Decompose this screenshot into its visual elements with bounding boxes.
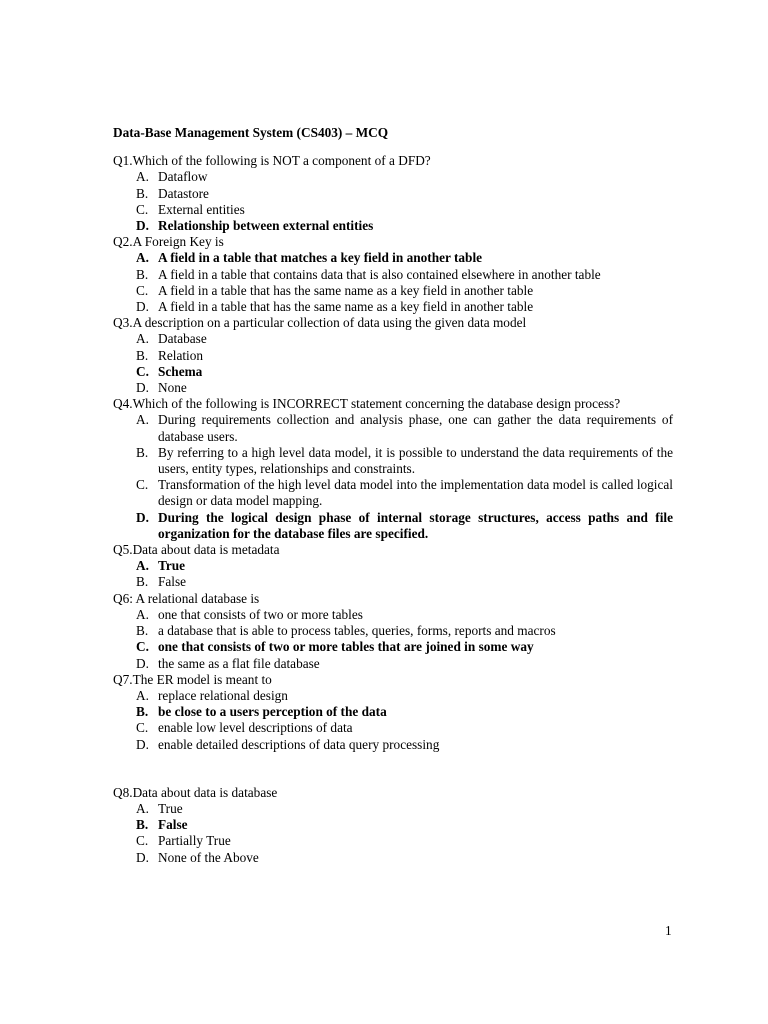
question-5 (113, 542, 673, 558)
option-a-correct (113, 558, 673, 574)
question-text: A description on a particular collection of data using the given data model (132, 315, 527, 331)
option-letter: D. (136, 849, 149, 865)
option-text: Partially True (158, 833, 231, 849)
option-b (113, 623, 673, 639)
question-number: Q2. (113, 234, 133, 250)
options-list (113, 250, 673, 315)
option-b (113, 574, 673, 590)
option-c (113, 283, 673, 299)
option-b-correct (113, 817, 673, 833)
option-letter: A. (136, 250, 149, 266)
option-text: Database (158, 331, 207, 347)
option-text: A field in a table that has the same name as a key field in another table (158, 282, 534, 298)
option-letter: D. (136, 655, 149, 671)
option-letter: A. (136, 412, 149, 428)
option-text: Schema (158, 363, 203, 379)
question-number: Q5. (113, 542, 133, 558)
option-text: False (158, 817, 188, 833)
option-text: False (158, 574, 187, 590)
option-text: By referring to a high level data model, it is possible to understand the data requirements of the users, entity types, relationships and constraints. (158, 444, 673, 477)
option-text: enable low level descriptions of data (158, 720, 353, 736)
option-a (113, 801, 673, 817)
option-text: enable detailed descriptions of data query processing (158, 736, 440, 752)
option-d (113, 380, 673, 396)
option-a (113, 331, 673, 347)
options-list (113, 801, 673, 866)
option-a (113, 412, 673, 444)
option-text: None (158, 380, 187, 396)
option-b (113, 267, 673, 283)
option-a-correct (113, 250, 673, 266)
option-letter: B. (136, 817, 149, 833)
option-text: be close to a users perception of the data (158, 704, 387, 720)
document-page (113, 125, 673, 866)
option-text: replace relational design (158, 687, 288, 703)
option-letter: C. (136, 639, 149, 655)
option-letter: B. (136, 444, 149, 460)
option-text: one that consists of two or more tables (158, 606, 363, 622)
option-text: Relation (158, 347, 204, 363)
question-text: A Foreign Key is (132, 234, 224, 250)
option-letter: C. (136, 363, 149, 379)
option-text: True (158, 558, 186, 574)
option-c (113, 720, 673, 736)
option-letter: C. (136, 477, 149, 493)
question-4 (113, 396, 673, 412)
option-text: Relationship between external entities (158, 218, 374, 234)
option-c-correct (113, 639, 673, 655)
question-text: Data about data is database (132, 784, 278, 800)
question-number: Q1. (113, 153, 133, 169)
option-d (113, 656, 673, 672)
options-list (113, 412, 673, 542)
options-list (113, 331, 673, 396)
option-b (113, 445, 673, 477)
option-letter: B. (136, 266, 149, 282)
question-text: Data about data is metadata (132, 542, 280, 558)
option-d (113, 850, 673, 866)
option-text: A field in a table that has the same name as a key field in another table (158, 299, 534, 315)
option-letter: C. (136, 720, 149, 736)
option-letter: A. (136, 687, 149, 703)
option-text: A field in a table that contains data that is also contained elsewhere in another table (158, 266, 601, 282)
option-letter: A. (136, 169, 149, 185)
option-letter: D. (136, 380, 149, 396)
question-3 (113, 315, 673, 331)
option-letter: B. (136, 704, 149, 720)
option-text: External entities (158, 201, 245, 217)
question-text: A relational database is (132, 590, 260, 606)
option-c (113, 202, 673, 218)
option-letter: D. (136, 509, 149, 525)
option-text: True (158, 800, 183, 816)
option-letter: C. (136, 201, 149, 217)
option-letter: D. (136, 299, 149, 315)
options-list (113, 607, 673, 672)
question-number: Q7. (113, 671, 133, 687)
option-a (113, 688, 673, 704)
option-d-correct (113, 510, 673, 542)
question-text: The ER model is meant to (132, 671, 272, 687)
option-b-correct (113, 704, 673, 720)
option-text: None of the Above (158, 849, 259, 865)
options-list (113, 688, 673, 753)
question-2 (113, 234, 673, 250)
option-letter: B. (136, 574, 149, 590)
question-number: Q8. (113, 784, 133, 800)
option-text: a database that is able to process tables, queries, forms, reports and macros (158, 623, 556, 639)
option-letter: B. (136, 185, 149, 201)
question-number: Q3. (113, 315, 133, 331)
question-number: Q4. (113, 396, 133, 412)
option-a (113, 169, 673, 185)
option-d (113, 737, 673, 753)
option-b (113, 348, 673, 364)
options-list (113, 169, 673, 234)
option-letter: D. (136, 218, 149, 234)
option-text: Dataflow (158, 169, 208, 185)
question-text: Which of the following is NOT a component of a DFD? (132, 153, 431, 169)
option-text: Transformation of the high level data model into the implementation data model is called logical design or data model mapping. (158, 477, 673, 509)
question-1 (113, 153, 673, 169)
option-letter: A. (136, 331, 149, 347)
option-letter: C. (136, 282, 149, 298)
option-text: the same as a flat file database (158, 655, 320, 671)
option-c-correct (113, 364, 673, 380)
option-d-correct (113, 218, 673, 234)
option-letter: D. (136, 736, 149, 752)
option-letter: A. (136, 558, 149, 574)
document-title: Data-Base Management System (CS403) – MCQ (113, 125, 389, 140)
question-8 (113, 785, 673, 801)
option-b (113, 186, 673, 202)
options-list (113, 558, 673, 590)
option-text: one that consists of two or more tables that are joined in some way (158, 639, 534, 655)
option-letter: C. (136, 833, 149, 849)
question-number: Q6: (113, 590, 133, 606)
question-6 (113, 591, 673, 607)
option-letter: B. (136, 623, 149, 639)
option-a (113, 607, 673, 623)
option-d (113, 299, 673, 315)
option-letter: B. (136, 347, 149, 363)
question-text: Which of the following is INCORRECT statement concerning the database design process? (132, 396, 621, 412)
option-c (113, 477, 673, 509)
option-c (113, 833, 673, 849)
option-text: Datastore (158, 185, 209, 201)
option-letter: A. (136, 800, 149, 816)
option-text: During the logical design phase of internal storage structures, access paths and file organization for the database files are specified. (158, 509, 673, 541)
question-7 (113, 672, 673, 688)
page-number: 1 (665, 923, 672, 938)
option-text: A field in a table that matches a key field in another table (158, 250, 483, 266)
spacer (113, 753, 673, 785)
option-text: During requirements collection and analysis phase, one can gather the data requirements of database users. (158, 412, 673, 444)
option-letter: A. (136, 606, 149, 622)
